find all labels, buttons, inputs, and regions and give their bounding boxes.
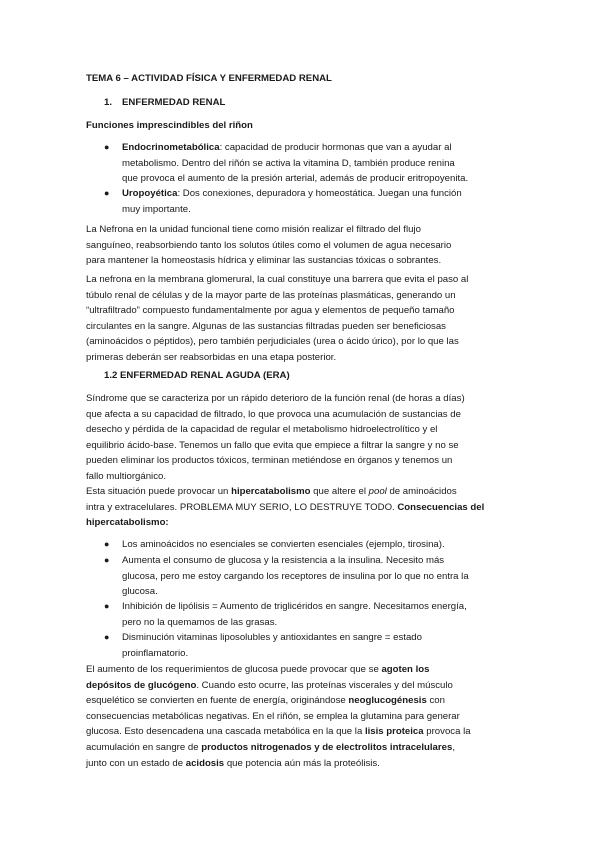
term: Uropoyética xyxy=(122,188,178,199)
emphasis: hipercatabolismo xyxy=(231,486,311,497)
text-line: consecuencias metabólicas negativas. En el riñón, se emplea la glutamina para generar xyxy=(86,710,460,722)
text-line: primeras deberán ser reabsorbidas en una etapa posterior. xyxy=(86,351,337,363)
item-text: que provoca el aumento de la presión arterial, además de producir eritropoyenita. xyxy=(122,173,469,185)
text-line: (aminoácidos o péptidos), pero también perjudiciales (urea o ácido úrico), por lo que las xyxy=(86,336,459,348)
item-text: glucosa, pero me estoy cargando los receptores de insulina por lo que no entra la xyxy=(122,570,469,582)
bullet-icon: ● xyxy=(104,632,110,642)
text-run: que altere el xyxy=(310,486,369,497)
bullet-icon: ● xyxy=(104,142,110,152)
item-text: Inhibición de lipólisis = Aumento de triglicéridos en sangre. Necesitamos energía, xyxy=(122,601,467,612)
text-run: junto con un estado de xyxy=(86,757,186,769)
item-text: Aumenta el consumo de glucosa y la resistencia a la insulina. Necesito más xyxy=(122,555,445,566)
emphasis: acidosis xyxy=(185,757,225,769)
text-line: desecho y pérdida de la capacidad de regular el metabolismo hidroelectrolítico y el xyxy=(86,424,438,436)
item-text: : Dos conexiones, depuradora y homeostática. Juegan una función xyxy=(177,188,462,199)
bullet-icon: ● xyxy=(104,539,110,549)
emphasis: lisis proteica xyxy=(364,726,424,738)
list-item xyxy=(122,140,468,187)
paragraph xyxy=(86,662,471,771)
emphasis: depósitos de glucógeno xyxy=(86,679,197,691)
item-text: glucosa. xyxy=(122,586,158,598)
item-text: proinflamatorio. xyxy=(122,647,189,659)
text-run: intra y extracelulares. PROBLEMA MUY SERIO, LO DESTRUYE TODO. xyxy=(86,501,398,513)
text-line: La Nefrona en la unidad funcional tiene como misión realizar el filtrado del flujo xyxy=(86,224,421,235)
emphasis: pool xyxy=(368,486,387,497)
text-line: equilibrio ácido-base. Tenemos un fallo que evita que empiece a filtrar la sangre y no se xyxy=(86,439,459,451)
text-run: que potencia aún más la proteólisis. xyxy=(224,757,380,769)
list-item xyxy=(122,630,422,661)
text-run: acumulación en sangre de xyxy=(86,741,202,753)
text-line: para mantener la homeostasis hídrica y eliminar las sustancias tóxicas o sobrantes. xyxy=(86,255,442,267)
text-line: La nefrona en la membrana glomerural, la cual constituye una barrera que evita el paso al xyxy=(86,274,469,285)
text-run: provoca la xyxy=(423,726,471,738)
emphasis: neoglucogénesis xyxy=(348,695,427,707)
section-1-number: 1. xyxy=(104,97,113,108)
text-run: de aminoácidos xyxy=(386,486,457,497)
funciones-heading: Funciones imprescindibles del riñon xyxy=(86,120,253,131)
list-item xyxy=(122,537,445,553)
text-run: esquelético se convierten en fuente de energía, originándose xyxy=(86,695,349,707)
paragraph xyxy=(86,272,468,366)
text-line: Síndrome que se caracteriza por un rápido deterioro de la función renal (de horas a días) xyxy=(86,393,465,404)
text-run: El aumento de los requerimientos de glucosa puede provocar que se xyxy=(86,664,382,675)
bullet-icon: ● xyxy=(104,188,110,198)
text-line: pueden eliminar los productos tóxicos, terminan metiéndose en órganos y tenemos un xyxy=(86,455,453,467)
text-line: fallo multiorgánico. xyxy=(86,470,166,482)
section-1-heading: ENFERMEDAD RENAL xyxy=(122,97,226,108)
text-run: , xyxy=(452,741,455,753)
section-1-2-heading: 1.2 ENFERMEDAD RENAL AGUDA (ERA) xyxy=(104,370,290,381)
bullet-icon: ● xyxy=(104,601,110,611)
list-item xyxy=(122,186,462,217)
bullet-icon: ● xyxy=(104,555,110,565)
page-title: TEMA 6 – ACTIVIDAD FÍSICA Y ENFERMEDAD RENAL xyxy=(86,73,332,84)
list-item xyxy=(122,599,467,630)
emphasis: hipercatabolismo: xyxy=(86,517,169,529)
paragraph xyxy=(86,222,451,269)
text-line: circulantes en la sangre. Algunas de las sustancias filtradas pueden ser beneficiosas xyxy=(86,320,446,332)
item-text: metabolismo. Dentro del riñón se activa la vitamina D, también produce renina xyxy=(122,157,455,169)
term: Endocrinometabólica xyxy=(122,142,220,153)
text-run: . Cuando esto ocurre, las proteínas viscerales y del músculo xyxy=(196,679,453,691)
item-text: : capacidad de producir hormonas que van a ayudar al xyxy=(219,142,452,153)
emphasis: Consecuencias del xyxy=(397,501,485,513)
emphasis: productos nitrogenados y de electrolitos intracelulares xyxy=(201,741,453,753)
emphasis: agoten los xyxy=(381,664,430,675)
item-text: Los aminoácidos no esenciales se convierten esenciales (ejemplo, tirosina). xyxy=(122,539,445,550)
list-item xyxy=(122,553,469,600)
text-run: con xyxy=(426,695,445,707)
item-text: muy importante. xyxy=(122,203,191,215)
text-line: “ultrafiltrado” compuesto fundamentalmente por agua y elementos de pequeño tamaño xyxy=(86,305,455,317)
text-line: sanguíneo, reabsorbiendo tanto los solutos útiles como el volumen de agua necesario xyxy=(86,239,452,251)
paragraph xyxy=(86,391,465,485)
paragraph xyxy=(86,484,484,531)
text-line: túbulo renal de células y de la mayor parte de las proteínas plasmáticas, generando un xyxy=(86,289,456,301)
text-run: glucosa. Esto desencadena una cascada metabólica en la que la xyxy=(86,726,365,738)
item-text: Disminución vitaminas liposolubles y antioxidantes en sangre = estado xyxy=(122,632,422,643)
text-line: que afecta a su capacidad de filtrado, lo que provoca una acumulación de sustancias de xyxy=(86,408,461,420)
item-text: pero no la quemamos de las grasas. xyxy=(122,616,278,628)
text-run: Esta situación puede provocar un xyxy=(86,486,232,497)
